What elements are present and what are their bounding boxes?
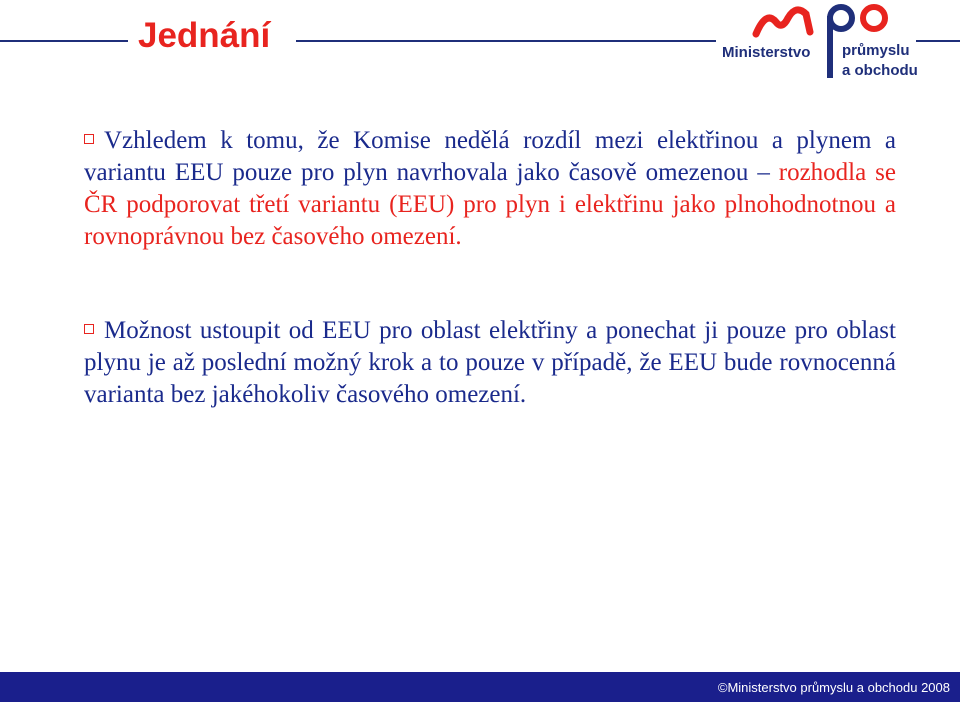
- mpo-p-stem: [827, 16, 833, 78]
- bullet-item-1: [84, 125, 896, 253]
- bullet-1-emphasis: rozhodla se ČR podporovat třetí variantu (EEU) pro plyn i elektřinu jako plnohodnotnou a rovnoprávnou bez časového omezení.: [84, 159, 896, 250]
- logo-text-ministerstvo: Ministerstvo: [722, 44, 811, 61]
- square-bullet-icon: [84, 324, 94, 334]
- bullet-1-lead: Vzhledem k tomu, že Komise nedělá rozdíl mezi elektřinou a plynem a variantu EEU pouze pro plyn navrhovala jako časově omezenou: [84, 127, 896, 186]
- mpo-m-shape: [756, 10, 810, 34]
- header-rule-left: [0, 40, 128, 42]
- logo-text-obchodu: a obchodu: [842, 62, 918, 79]
- mpo-o-ring: [863, 7, 885, 29]
- bullet-item-2: [84, 315, 896, 411]
- header-rule-middle: [296, 40, 716, 42]
- page-title: Jednání: [138, 16, 271, 55]
- bullet-1-dash: –: [757, 159, 779, 186]
- square-bullet-icon: [84, 134, 94, 144]
- ministry-logo: [716, 0, 916, 82]
- header-rule-right: [916, 40, 960, 42]
- footer-copyright: ©Ministerstvo průmyslu a obchodu 2008: [717, 680, 950, 695]
- bullet-2-text: Možnost ustoupit od EEU pro oblast elektřiny a ponechat ji pouze pro oblast plynu je až poslední možný krok a to pouze v případě, že EEU bude rovnocenná varianta bez jakéhokoliv časového omezení.: [84, 317, 896, 408]
- logo-text-prumyslu: průmyslu: [842, 42, 910, 59]
- mpo-p-bowl: [830, 7, 852, 29]
- footer-bar: [0, 672, 960, 702]
